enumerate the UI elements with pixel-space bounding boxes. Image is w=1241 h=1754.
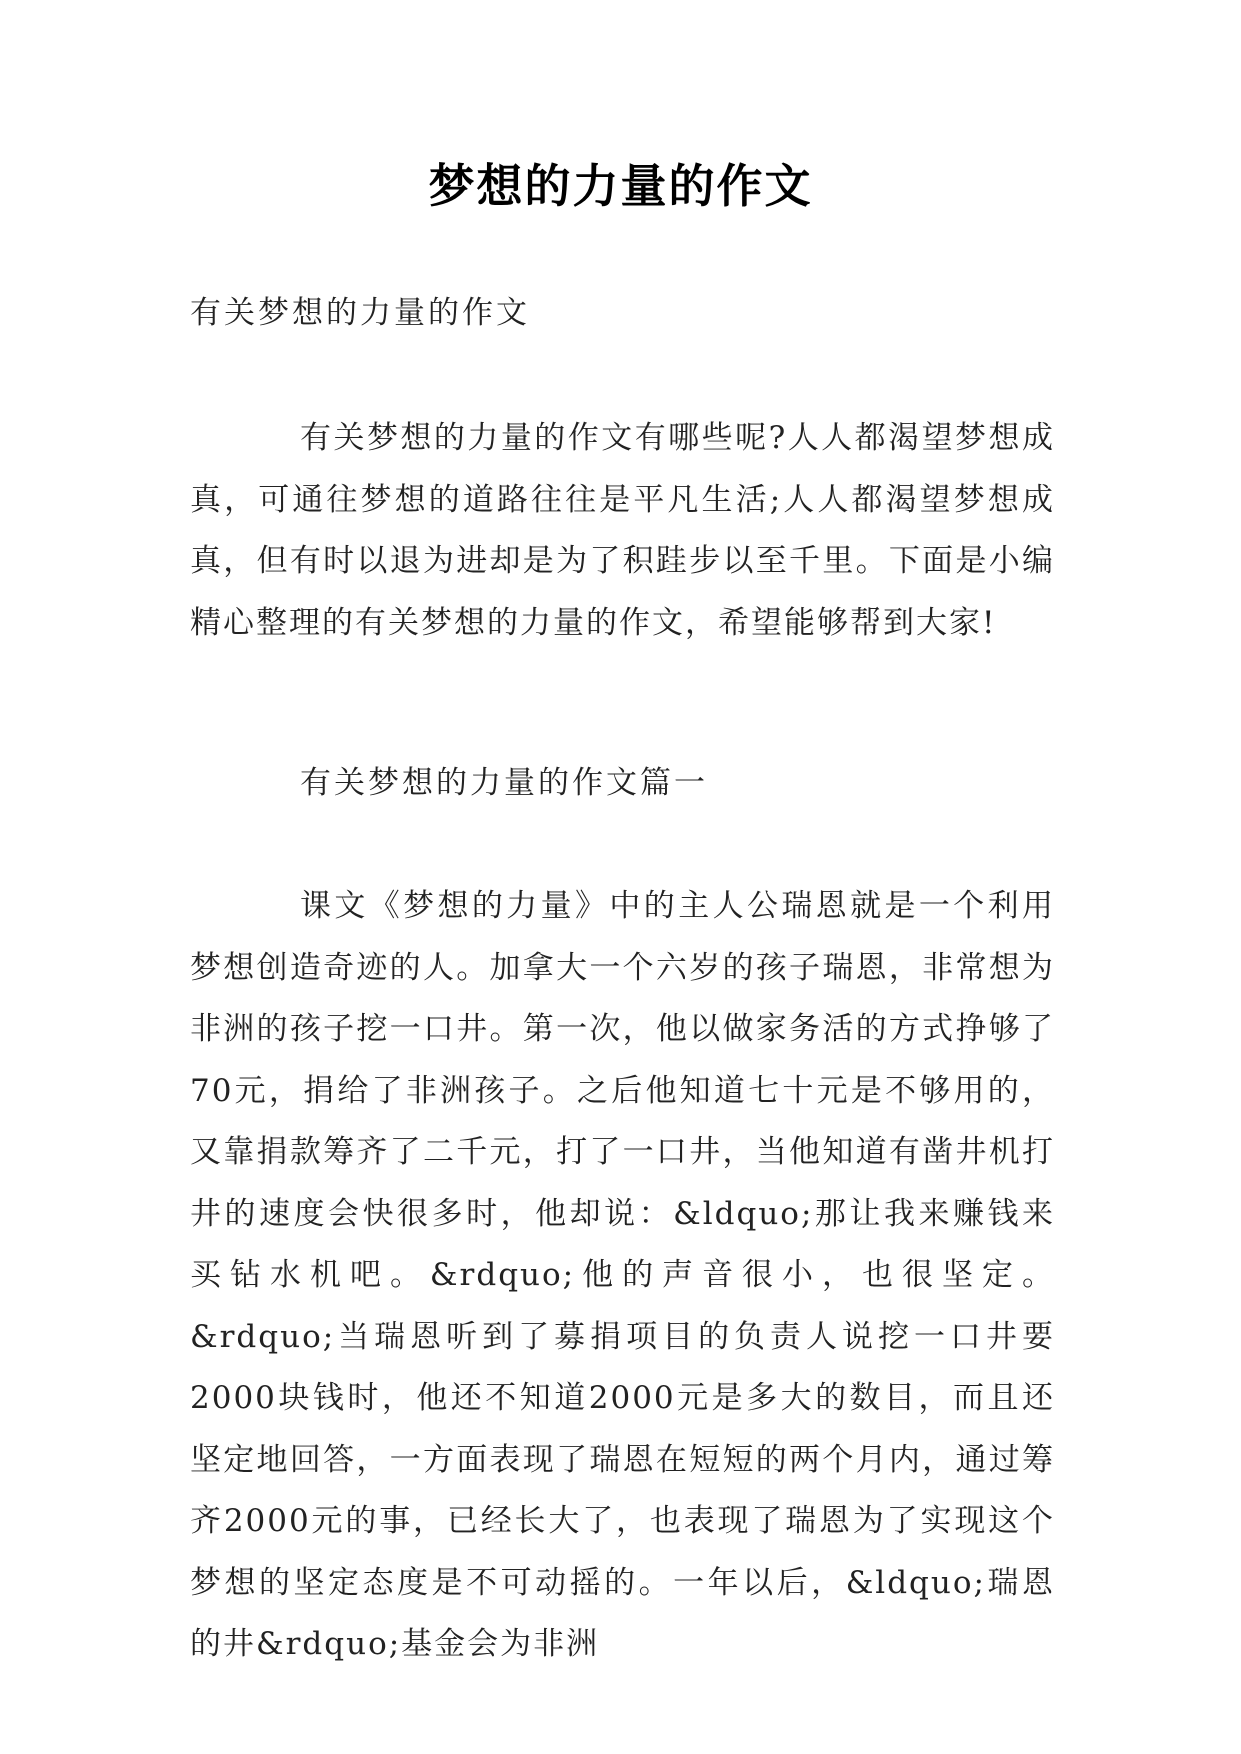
section-heading: 有关梦想的力量的作文篇一 xyxy=(300,765,708,801)
document-subtitle: 有关梦想的力量的作文 xyxy=(190,295,530,331)
document-title: 梦想的力量的作文 xyxy=(428,159,813,213)
section-paragraph: 课文《梦想的力量》中的主人公瑞恩就是一个利用梦想创造奇迹的人。加拿大一个六岁的孩子瑞恩，非常想为非洲的孩子挖一口井。第一次，他以做家务活的方式挣够了70元，捐给了非洲孩子。之后他知道七十元是不够用的，又靠捐款筹齐了二千元，打了一口井，当他知道有凿井机打井的速度会快很多时，他却说：&ldquo;那让我来赚钱来买钻水机吧。&rdquo;他的声音很小，也很坚定。&rdquo;当瑞恩听到了募捐项目的负责人说挖一口井要2000块钱时，他还不知道2000元是多大的数目，而且还坚定地回答，一方面表现了瑞恩在短短的两个月内，通过筹齐2000元的事，已经长大了，也表现了瑞恩为了实现这个梦想的坚定态度是不可动摇的。一年以后，&ldquo;瑞恩的井&rdquo;基金会为非洲 xyxy=(190,888,1055,1662)
intro-paragraph: 有关梦想的力量的作文有哪些呢?人人都渴望梦想成真，可通往梦想的道路往往是平凡生活;人人都渴望梦想成真，但有时以退为进却是为了积跬步以至千里。下面是小编精心整理的有关梦想的力量的作文，希望能够帮到大家! xyxy=(190,420,1055,641)
